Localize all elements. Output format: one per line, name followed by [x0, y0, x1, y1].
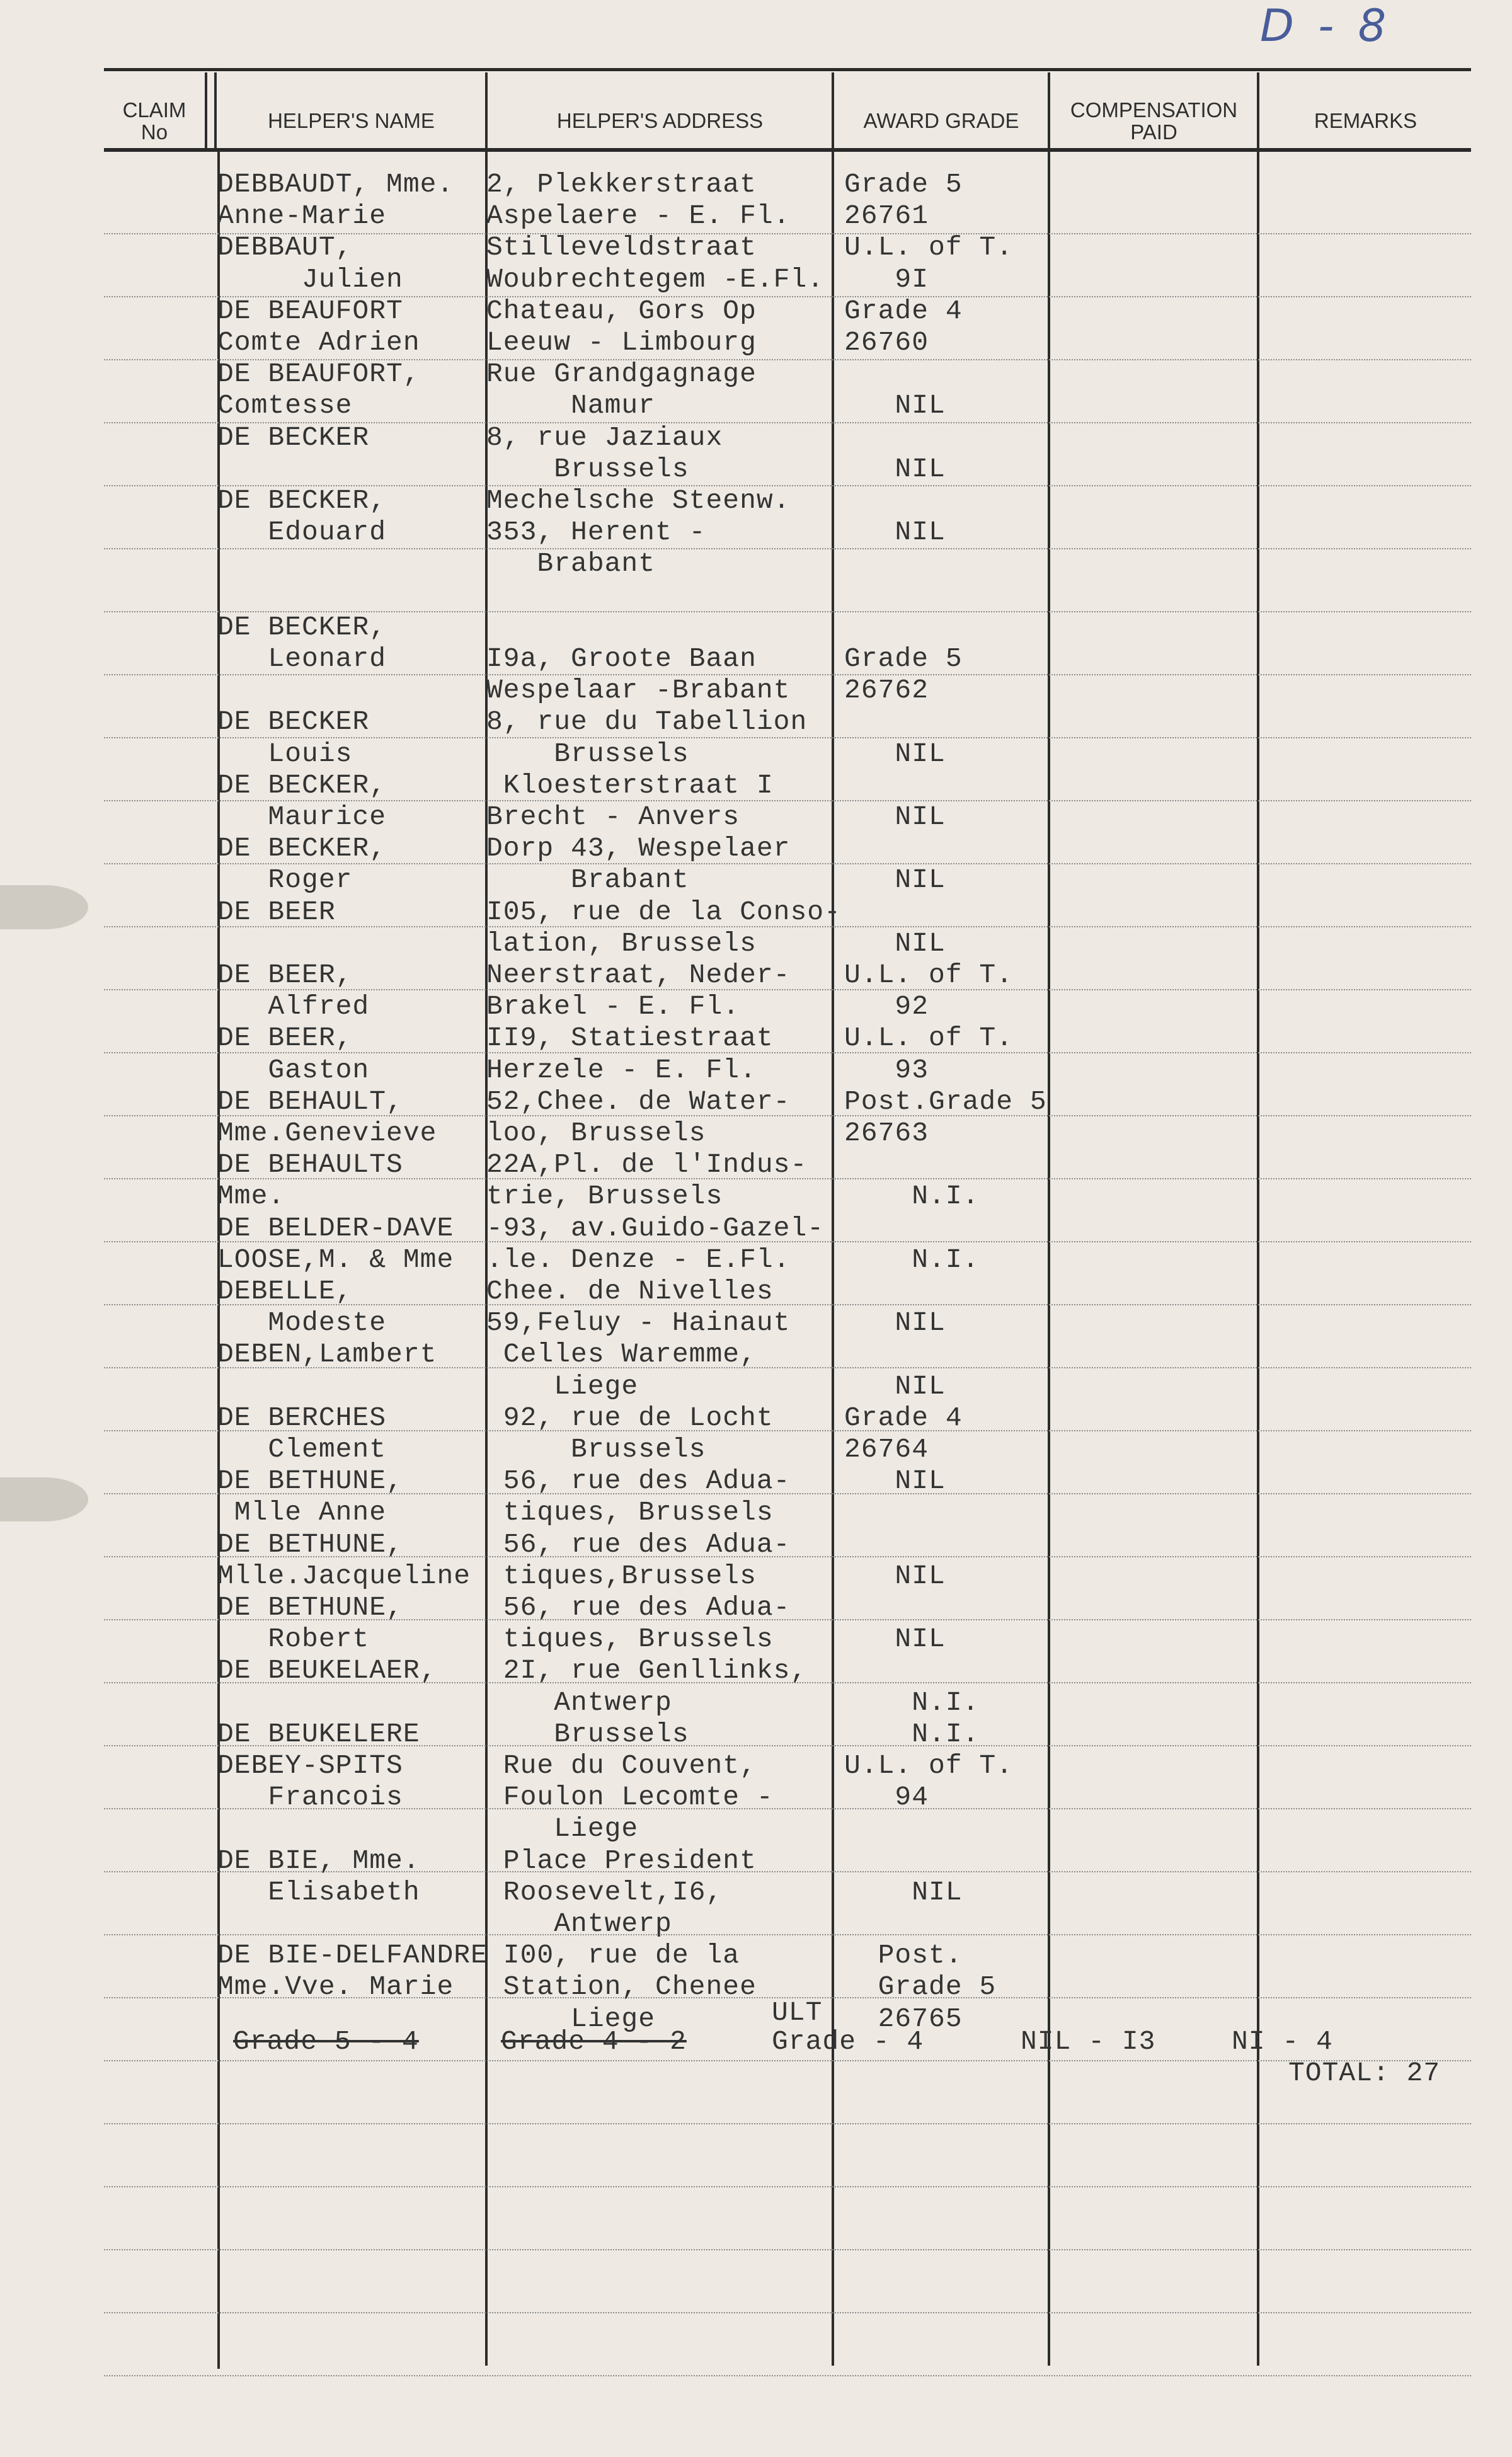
award-grade-cell: N.I.	[844, 1181, 980, 1212]
helper-name-cell: Comtesse	[217, 390, 353, 421]
helper-address-cell: Aspelaere - E. Fl.	[486, 200, 791, 232]
header-compensation-line2: PAID	[1130, 120, 1177, 144]
award-grade-cell: NIL	[844, 864, 946, 896]
helper-name-cell: DE BELDER-DAVE	[217, 1212, 454, 1244]
ruled-line	[104, 548, 1471, 549]
helper-name-cell: DE BETHUNE,	[217, 1528, 403, 1560]
helper-address-cell: Antwerp	[486, 1687, 672, 1718]
header-compensation-line1: COMPENSATION	[1070, 98, 1238, 122]
award-grade-cell: NIL	[844, 517, 946, 548]
handwritten-reference-note: D - 8	[1260, 0, 1392, 52]
helper-address-cell: Kloesterstraat I	[486, 769, 774, 801]
helper-name-cell: Alfred	[217, 991, 370, 1022]
helper-name-cell: DE BEHAULT,	[217, 1085, 403, 1117]
summary-name-grades: Grade 5 - 4	[233, 2026, 419, 2057]
summary-award-grades: Grade - 4	[772, 2026, 924, 2057]
helper-address-cell: 8, rue du Tabellion	[486, 706, 808, 738]
header-award-grade-label: AWARD GRADE	[863, 109, 1019, 133]
helper-name-cell: DE BEER,	[217, 959, 353, 990]
helper-name-cell: Francois	[217, 1782, 403, 1813]
helper-name-cell: Clement	[217, 1434, 387, 1465]
helper-name-cell: Mme.Genevieve	[217, 1118, 437, 1148]
column-divider-remarks	[1257, 72, 1259, 2366]
award-grade-cell: 9I	[844, 263, 929, 295]
summary-address-grades: Grade 4 - 2	[501, 2026, 687, 2057]
award-grade-cell: N.I.	[844, 1687, 980, 1718]
helper-address-cell: Brussels	[486, 738, 689, 769]
ruled-line	[104, 2312, 1471, 2313]
helper-address-cell: Namur	[486, 390, 656, 421]
helper-address-cell: 56, rue des Adua-	[486, 1528, 791, 1560]
header-award-grade	[835, 91, 1048, 151]
helper-address-cell: Brakel - E. Fl.	[486, 991, 740, 1022]
helper-address-cell: 2, Plekkerstraat	[486, 169, 757, 200]
header-compensation-paid	[1051, 91, 1257, 151]
binder-hole-top	[0, 885, 88, 929]
helper-address-cell: I00, rue de la	[486, 1940, 740, 1971]
helper-name-cell: Elisabeth	[217, 1876, 420, 1908]
helper-address-cell: Dorp 43, Wespelaer	[486, 833, 791, 864]
award-grade-cell: Grade 4	[844, 1402, 963, 1433]
helper-address-cell: Liege	[486, 1813, 639, 1845]
column-divider-name-header	[214, 72, 217, 148]
award-grade-cell: 92	[844, 991, 929, 1022]
award-grade-cell: U.L. of T.	[844, 232, 1014, 263]
helper-name-cell: Comte Adrien	[217, 327, 420, 358]
helper-address-cell: 59,Feluy - Hainaut	[486, 1307, 791, 1339]
column-divider-comp	[1048, 72, 1050, 2366]
ruled-line	[104, 2249, 1471, 2250]
helper-name-cell: Mlle Anne	[217, 1497, 387, 1528]
helper-address-cell: Woubrechtegem -E.Fl.	[486, 263, 825, 295]
award-grade-cell: NIL	[844, 1465, 946, 1497]
award-grade-cell: 26765	[844, 2003, 963, 2034]
ruled-line	[104, 2186, 1471, 2187]
column-divider-award	[832, 72, 834, 2366]
helper-address-cell: Celles Waremme,	[486, 1339, 757, 1370]
helper-address-cell: -93, av.Guido-Gazel-	[486, 1212, 825, 1244]
helper-name-cell: DE BECKER,	[217, 485, 387, 516]
award-grade-cell: U.L. of T.	[844, 1750, 1014, 1781]
helper-name-cell: DEBEN,Lambert	[217, 1339, 437, 1370]
header-remarks-label: REMARKS	[1314, 109, 1418, 133]
award-grade-cell: NIL	[844, 801, 946, 832]
helper-name-cell: DE BECKER,	[217, 611, 387, 643]
helper-address-cell: 52,Chee. de Water-	[486, 1085, 791, 1117]
header-helper-name-label: HELPER'S NAME	[268, 109, 435, 133]
helper-name-cell: DE BETHUNE,	[217, 1465, 403, 1497]
ruled-line	[104, 2123, 1471, 2124]
helper-address-cell: Brecht - Anvers	[486, 801, 740, 832]
column-divider-claim	[205, 72, 207, 148]
helper-address-cell: I9a, Groote Baan	[486, 643, 757, 674]
helper-name-cell: DE BEAUFORT	[217, 295, 403, 326]
helper-address-cell: 8, rue Jaziaux	[486, 421, 723, 453]
helper-address-cell: Liege	[486, 1370, 639, 1402]
binder-hole-bottom	[0, 1477, 88, 1521]
header-claim-number	[104, 91, 205, 151]
award-grade-cell: 26761	[844, 200, 929, 232]
helper-address-cell: Brussels	[486, 1434, 706, 1465]
summary-ult-label: ULT	[772, 1997, 823, 2028]
award-grade-cell: NIL	[844, 1876, 963, 1908]
helper-name-cell: Anne-Marie	[217, 200, 387, 232]
award-grade-cell: N.I.	[844, 1718, 980, 1750]
helper-name-cell: Maurice	[217, 801, 387, 832]
helper-address-cell: Herzele - E. Fl.	[486, 1054, 757, 1085]
award-grade-cell: Grade 4	[844, 295, 963, 326]
ruled-line	[104, 2060, 1471, 2061]
helper-address-cell: Station, Chenee	[486, 1971, 757, 2003]
helper-address-cell: lation, Brussels	[486, 927, 757, 959]
helper-address-cell: 22A,Pl. de l'Indus-	[486, 1149, 808, 1181]
helper-address-cell: II9, Statiestraat	[486, 1022, 774, 1054]
helper-address-cell: trie, Brussels	[486, 1181, 723, 1212]
award-grade-cell: NIL	[844, 1624, 946, 1655]
award-grade-cell: 94	[844, 1782, 929, 1813]
summary-compensation: NIL - I3	[1021, 2026, 1156, 2057]
award-grade-cell: 26760	[844, 327, 929, 358]
helper-address-cell: Wespelaar -Brabant	[486, 675, 791, 706]
helper-address-cell: Mechelsche Steenw.	[486, 485, 791, 516]
header-helper-address	[488, 91, 832, 151]
helper-name-cell: Mme.Vve. Marie	[217, 1971, 454, 2003]
helper-name-cell: Robert	[217, 1624, 370, 1655]
header-top-rule	[104, 68, 1471, 71]
helper-address-cell: Roosevelt,I6,	[486, 1876, 723, 1908]
award-grade-cell: NIL	[844, 927, 946, 959]
helper-name-cell: DEBEY-SPITS	[217, 1750, 403, 1781]
helper-address-cell: Neerstraat, Neder-	[486, 959, 791, 990]
helper-address-cell: tiques, Brussels	[486, 1624, 774, 1655]
helper-address-cell: 353, Herent -	[486, 517, 706, 548]
helper-address-cell: tiques, Brussels	[486, 1497, 774, 1528]
header-remarks	[1260, 91, 1471, 151]
helper-name-cell: Julien	[217, 263, 403, 295]
helper-address-cell: 2I, rue Genllinks,	[486, 1655, 808, 1687]
award-grade-cell: Post.Grade 5	[844, 1085, 1047, 1117]
helper-name-cell: DE BEUKELAER,	[217, 1655, 437, 1687]
summary-remarks-ni: NI - 4	[1232, 2026, 1333, 2057]
helper-name-cell: DEBBAUT,	[217, 232, 353, 263]
helper-address-cell: loo, Brussels	[486, 1118, 706, 1148]
helper-address-cell: I05, rue de la Conso-	[486, 896, 841, 927]
header-helper-address-label: HELPER'S ADDRESS	[556, 109, 764, 133]
award-grade-cell: NIL	[844, 453, 946, 484]
award-grade-cell: 93	[844, 1054, 929, 1085]
award-grade-cell: NIL	[844, 1560, 946, 1591]
award-grade-cell: Grade 5	[844, 169, 963, 200]
award-grade-cell: NIL	[844, 1370, 946, 1402]
helper-name-cell: Leonard	[217, 643, 387, 674]
helper-address-cell: Brabant	[486, 548, 656, 580]
helper-address-cell: Liege	[486, 2003, 656, 2034]
helper-address-cell: Brabant	[486, 864, 689, 896]
ruled-line	[104, 1934, 1471, 1935]
helper-name-cell: DE BEUKELERE	[217, 1718, 420, 1750]
helper-name-cell: DE BECKER,	[217, 769, 387, 801]
award-grade-cell: 26763	[844, 1118, 929, 1148]
helper-name-cell: DE BIE-DELFANDRE	[217, 1940, 488, 1971]
helper-name-cell: Gaston	[217, 1054, 370, 1085]
helper-address-cell: 56, rue des Adua-	[486, 1592, 791, 1623]
helper-address-cell: Chee. de Nivelles	[486, 1276, 774, 1307]
helper-name-cell: DE BECKER,	[217, 833, 387, 864]
helper-address-cell: .le. Denze - E.Fl.	[486, 1244, 791, 1275]
helper-name-cell: DE BEER	[217, 896, 336, 927]
helper-name-cell: DEBELLE,	[217, 1276, 353, 1307]
award-grade-cell: Grade 5	[844, 1971, 997, 2003]
helper-address-cell: 92, rue de Locht	[486, 1402, 774, 1433]
award-grade-cell: NIL	[844, 1307, 946, 1339]
helper-address-cell: 56, rue des Adua-	[486, 1465, 791, 1497]
award-grade-cell: 26762	[844, 675, 929, 706]
helper-name-cell: Mme.	[217, 1181, 285, 1212]
helper-name-cell: Roger	[217, 864, 353, 896]
helper-address-cell: Rue du Couvent,	[486, 1750, 757, 1781]
award-grade-cell: Grade 5	[844, 643, 963, 674]
helper-name-cell: Louis	[217, 738, 353, 769]
helper-name-cell: DE BEHAULTS	[217, 1149, 403, 1181]
helper-name-cell: DE BERCHES	[217, 1402, 387, 1433]
helper-name-cell: DE BEAUFORT,	[217, 358, 420, 390]
summary-total: TOTAL: 27	[1288, 2058, 1441, 2088]
helper-name-cell: Edouard	[217, 517, 387, 548]
helper-name-cell: Mlle.Jacqueline	[217, 1560, 471, 1591]
helper-address-cell: Antwerp	[486, 1908, 672, 1939]
helper-name-cell: DE BECKER	[217, 421, 370, 453]
helper-address-cell: Stilleveldstraat	[486, 232, 757, 263]
helper-name-cell: DE BETHUNE,	[217, 1592, 403, 1623]
award-grade-cell: N.I.	[844, 1244, 980, 1275]
helper-address-cell: Brussels	[486, 1718, 689, 1750]
helper-name-cell: DEBBAUDT, Mme.	[217, 169, 454, 200]
header-claim-line1: CLAIM	[122, 98, 186, 122]
helper-name-cell: LOOSE,M. & Mme	[217, 1244, 454, 1275]
helper-address-cell: tiques,Brussels	[486, 1560, 757, 1591]
award-grade-cell: NIL	[844, 390, 946, 421]
helper-name-cell: DE BIE, Mme.	[217, 1845, 420, 1876]
header-claim-line2: No	[140, 120, 168, 144]
award-grade-cell: U.L. of T.	[844, 1022, 1014, 1054]
header-helper-name	[217, 91, 485, 151]
helper-address-cell: Leeuw - Limbourg	[486, 327, 757, 358]
helper-address-cell: Brussels	[486, 453, 689, 484]
helper-name-cell: DE BEER,	[217, 1022, 353, 1054]
ruled-line	[104, 2375, 1471, 2376]
helper-address-cell: Foulon Lecomte -	[486, 1782, 774, 1813]
award-grade-cell: Post.	[844, 1940, 963, 1971]
helper-name-cell: Modeste	[217, 1307, 387, 1339]
helper-address-cell: Place President	[486, 1845, 757, 1876]
helper-name-cell: DE BECKER	[217, 706, 370, 738]
helper-address-cell: Rue Grandgagnage	[486, 358, 757, 390]
award-grade-cell: U.L. of T.	[844, 959, 1014, 990]
award-grade-cell: NIL	[844, 738, 946, 769]
helper-address-cell: Chateau, Gors Op	[486, 295, 757, 326]
award-grade-cell: 26764	[844, 1434, 929, 1465]
